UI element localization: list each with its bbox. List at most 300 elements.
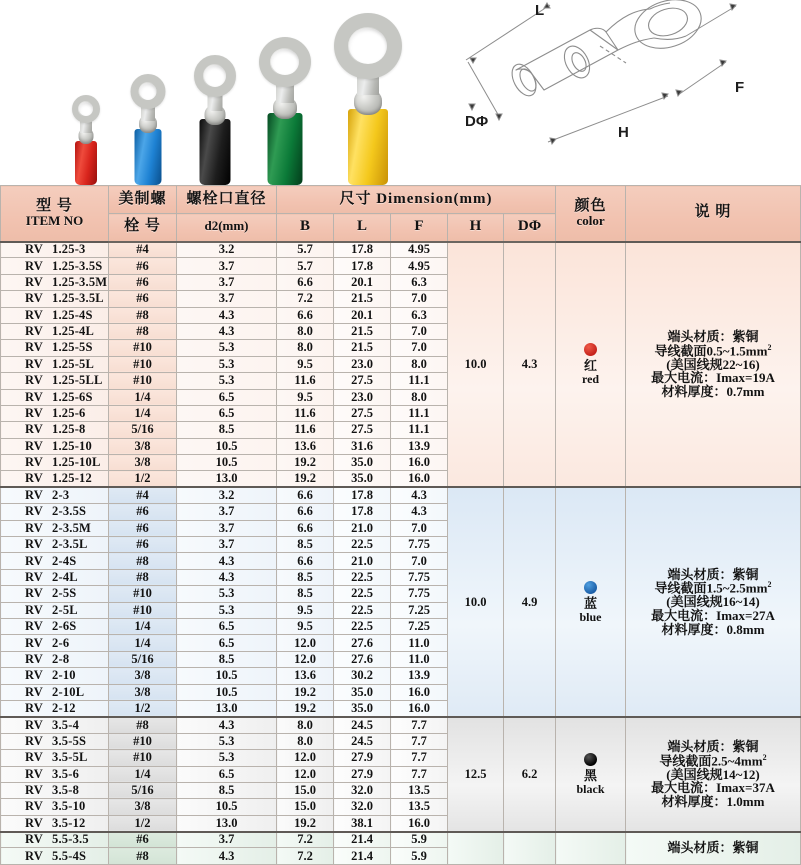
- hero-section: [0, 0, 800, 185]
- cell-color: [556, 487, 626, 716]
- cell-dim-B: 9.5: [277, 389, 334, 405]
- cell-item-no: RV 2-3.5S: [1, 504, 109, 520]
- cell-dim-L: 27.5: [334, 373, 391, 389]
- cell-bolt-size: #6: [109, 520, 177, 536]
- color-name-cn: 黑: [584, 768, 598, 784]
- cell-dim-L: 20.1: [334, 274, 391, 290]
- cell-note: [626, 832, 801, 865]
- cell-dim-B: 13.6: [277, 438, 334, 454]
- cell-dim-F: 4.95: [391, 258, 448, 274]
- cell-dim-L: 32.0: [334, 799, 391, 815]
- cell-hole-diameter: 4.3: [177, 323, 277, 339]
- superscript: 2: [767, 342, 772, 352]
- col-color-en: color: [576, 213, 605, 229]
- cell-dim-D: [504, 832, 556, 865]
- table-body: [1, 242, 801, 865]
- cell-dim-L: 21.5: [334, 323, 391, 339]
- table-row: [1, 717, 801, 733]
- cell-item-no: RV 2-10: [1, 668, 109, 684]
- cell-bolt-size: #4: [109, 242, 177, 258]
- cell-hole-diameter: 13.0: [177, 700, 277, 716]
- cell-dim-B: 19.2: [277, 455, 334, 471]
- cell-bolt-size: #8: [109, 848, 177, 864]
- cell-dim-L: 24.5: [334, 717, 391, 733]
- cell-hole-diameter: 4.3: [177, 848, 277, 864]
- cell-dim-F: 11.1: [391, 405, 448, 421]
- specification-table-wrapper: [0, 185, 800, 863]
- dim-label-F: F: [735, 79, 745, 96]
- cell-dim-B: 15.0: [277, 799, 334, 815]
- cell-bolt-size: #8: [109, 307, 177, 323]
- cell-dim-B: 19.2: [277, 684, 334, 700]
- superscript: 2: [767, 580, 772, 590]
- dimension-diagram-svg: [440, 0, 800, 185]
- cell-hole-diameter: 3.7: [177, 274, 277, 290]
- color-name-en: red: [581, 371, 600, 386]
- yellow-ring-terminal: [318, 0, 418, 185]
- yellow-ring-hole: [334, 13, 402, 79]
- note-line: 端头材质：紫铜: [667, 566, 759, 582]
- cell-dim-F: 11.0: [391, 651, 448, 667]
- cell-hole-diameter: 4.3: [177, 569, 277, 585]
- cell-bolt-size: 1/4: [109, 405, 177, 421]
- cell-item-no: RV 1.25-6S: [1, 389, 109, 405]
- cell-bolt-size: 3/8: [109, 799, 177, 815]
- col-item-no-en: ITEM NO: [25, 213, 84, 229]
- cell-dim-L: 17.8: [334, 258, 391, 274]
- cell-dim-B: 7.2: [277, 291, 334, 307]
- cell-hole-diameter: 5.3: [177, 733, 277, 749]
- cell-dim-L: 22.5: [334, 618, 391, 634]
- cell-bolt-size: #10: [109, 750, 177, 766]
- col-item-no-cn: 型 号: [36, 197, 73, 214]
- cell-dim-F: 7.7: [391, 733, 448, 749]
- black-ring-hole: [194, 55, 236, 97]
- note-line: 材料厚度：0.8mm: [661, 621, 765, 637]
- col-note: 说 明: [626, 186, 801, 242]
- cell-note: [626, 717, 801, 832]
- cell-bolt-size: 5/16: [109, 651, 177, 667]
- cell-dim-B: 6.6: [277, 504, 334, 520]
- cell-dim-B: 8.0: [277, 340, 334, 356]
- cell-dim-B: 12.0: [277, 635, 334, 651]
- cell-dim-B: 12.0: [277, 766, 334, 782]
- col-D: DΦ: [504, 214, 556, 242]
- cell-bolt-size: 3/8: [109, 684, 177, 700]
- cell-dim-B: 19.2: [277, 815, 334, 831]
- cell-item-no: RV 1.25-3.5S: [1, 258, 109, 274]
- note-line: 端头材质：紫铜: [667, 329, 759, 345]
- cell-item-no: RV 1.25-3.5L: [1, 291, 109, 307]
- cell-dim-F: 7.0: [391, 291, 448, 307]
- cell-bolt-size: 1/4: [109, 389, 177, 405]
- color-swatch-black-icon: [584, 753, 597, 766]
- cell-hole-diameter: 8.5: [177, 651, 277, 667]
- cell-hole-diameter: 3.2: [177, 242, 277, 258]
- cell-dim-F: 16.0: [391, 455, 448, 471]
- cell-dim-F: 13.5: [391, 782, 448, 798]
- cell-item-no: RV 1.25-3: [1, 242, 109, 258]
- cell-item-no: RV 2-3.5L: [1, 537, 109, 553]
- cell-dim-L: 27.5: [334, 422, 391, 438]
- cell-dim-F: 16.0: [391, 815, 448, 831]
- cell-dim-B: 13.6: [277, 668, 334, 684]
- cell-dim-L: 22.5: [334, 569, 391, 585]
- cell-dim-F: 6.3: [391, 307, 448, 323]
- cell-dim-B: 6.6: [277, 274, 334, 290]
- cell-hole-diameter: 4.3: [177, 553, 277, 569]
- cell-hole-diameter: 6.5: [177, 766, 277, 782]
- cell-dim-B: 12.0: [277, 651, 334, 667]
- cell-dim-L: 21.5: [334, 291, 391, 307]
- cell-dim-L: 17.8: [334, 242, 391, 258]
- cell-dim-L: 23.0: [334, 389, 391, 405]
- cell-item-no: RV 2-3: [1, 487, 109, 503]
- cell-hole-diameter: 6.5: [177, 405, 277, 421]
- cell-bolt-size: #10: [109, 356, 177, 372]
- cell-item-no: RV 1.25-10: [1, 438, 109, 454]
- cell-bolt-size: #10: [109, 733, 177, 749]
- cell-dim-F: 7.0: [391, 340, 448, 356]
- cell-hole-diameter: 3.7: [177, 520, 277, 536]
- cell-dim-B: 6.6: [277, 487, 334, 503]
- cell-item-no: RV 3.5-4: [1, 717, 109, 733]
- cell-dim-H: 10.0: [448, 487, 504, 716]
- cell-bolt-size: 1/2: [109, 700, 177, 716]
- cell-dim-B: 9.5: [277, 618, 334, 634]
- cell-dim-B: 6.6: [277, 307, 334, 323]
- cell-bolt-size: #6: [109, 537, 177, 553]
- col-dimension-group: 尺寸 Dimension(mm): [277, 186, 556, 214]
- cell-dim-F: 7.7: [391, 750, 448, 766]
- cell-hole-diameter: 13.0: [177, 471, 277, 487]
- cell-hole-diameter: 8.5: [177, 422, 277, 438]
- cell-hole-diameter: 3.7: [177, 291, 277, 307]
- cell-color: [556, 242, 626, 488]
- note-line: 材料厚度：1.0mm: [661, 793, 765, 809]
- blue-ring-terminal: [115, 40, 181, 185]
- cell-note: [626, 487, 801, 716]
- cell-hole-diameter: 10.5: [177, 668, 277, 684]
- note-line: (美国线规22~16): [666, 356, 760, 372]
- cell-dim-F: 7.75: [391, 586, 448, 602]
- cell-dim-H: [448, 832, 504, 865]
- cell-dim-F: 11.1: [391, 373, 448, 389]
- cell-item-no: RV 2-12: [1, 700, 109, 716]
- cell-dim-B: 11.6: [277, 422, 334, 438]
- col-bolt-size-cn-1: 美制螺: [109, 186, 177, 214]
- cell-bolt-size: 1/2: [109, 471, 177, 487]
- cell-bolt-size: 1/2: [109, 815, 177, 831]
- cell-hole-diameter: 3.7: [177, 504, 277, 520]
- green-ring-hole: [259, 37, 311, 87]
- cell-item-no: RV 2-3.5M: [1, 520, 109, 536]
- cell-dim-F: 11.1: [391, 422, 448, 438]
- cell-dim-B: 11.6: [277, 373, 334, 389]
- cell-hole-diameter: 5.3: [177, 356, 277, 372]
- cell-dim-F: 16.0: [391, 684, 448, 700]
- cell-item-no: RV 1.25-4S: [1, 307, 109, 323]
- specification-table: [0, 185, 801, 865]
- cell-dim-F: 7.25: [391, 602, 448, 618]
- cell-hole-diameter: 6.5: [177, 618, 277, 634]
- cell-hole-diameter: 8.5: [177, 782, 277, 798]
- blue-ring-hole: [131, 74, 166, 109]
- col-H: H: [448, 214, 504, 242]
- cell-hole-diameter: 5.3: [177, 340, 277, 356]
- cell-item-no: RV 1.25-12: [1, 471, 109, 487]
- cell-dim-L: 21.4: [334, 848, 391, 864]
- cell-dim-L: 17.8: [334, 504, 391, 520]
- cell-dim-F: 7.25: [391, 618, 448, 634]
- cell-dim-F: 8.0: [391, 389, 448, 405]
- cell-bolt-size: #6: [109, 258, 177, 274]
- cell-dim-L: 30.2: [334, 668, 391, 684]
- cell-dim-L: 24.5: [334, 733, 391, 749]
- cell-dim-F: 7.7: [391, 717, 448, 733]
- cell-dim-F: 4.3: [391, 487, 448, 503]
- cell-dim-L: 23.0: [334, 356, 391, 372]
- cell-item-no: RV 3.5-5S: [1, 733, 109, 749]
- cell-hole-diameter: 3.2: [177, 487, 277, 503]
- green-ring-terminal: [243, 13, 327, 185]
- col-L: L: [334, 214, 391, 242]
- cell-dim-B: 6.6: [277, 520, 334, 536]
- cell-dim-B: 19.2: [277, 471, 334, 487]
- cell-item-no: RV 3.5-12: [1, 815, 109, 831]
- cell-hole-diameter: 10.5: [177, 684, 277, 700]
- cell-dim-B: 15.0: [277, 782, 334, 798]
- cell-dim-B: 7.2: [277, 832, 334, 848]
- cell-color: [556, 717, 626, 832]
- cell-dim-L: 21.4: [334, 832, 391, 848]
- cell-hole-diameter: 4.3: [177, 717, 277, 733]
- cell-bolt-size: 1/4: [109, 635, 177, 651]
- cell-hole-diameter: 5.3: [177, 602, 277, 618]
- color-swatch-red-icon: [584, 343, 597, 356]
- dim-D-line: [468, 62, 500, 118]
- cell-hole-diameter: 6.5: [177, 389, 277, 405]
- cell-item-no: RV 3.5-6: [1, 766, 109, 782]
- cell-dim-D: 6.2: [504, 717, 556, 832]
- cell-bolt-size: #8: [109, 323, 177, 339]
- cell-item-no: RV 3.5-10: [1, 799, 109, 815]
- cell-dim-D: 4.3: [504, 242, 556, 488]
- cell-dim-H: 10.0: [448, 242, 504, 488]
- dim-label-D: DΦ: [465, 113, 489, 130]
- col-F: F: [391, 214, 448, 242]
- cell-dim-B: 8.0: [277, 717, 334, 733]
- table-row: [1, 487, 801, 503]
- color-swatch-blue-icon: [584, 581, 597, 594]
- cell-item-no: RV 3.5-8: [1, 782, 109, 798]
- cell-dim-F: 6.3: [391, 274, 448, 290]
- note-line: 最大电流：Imax=19A: [651, 370, 775, 386]
- cell-hole-diameter: 3.7: [177, 258, 277, 274]
- cell-dim-L: 22.5: [334, 537, 391, 553]
- note-line: (美国线规14~12): [666, 766, 760, 782]
- cell-dim-L: 22.5: [334, 586, 391, 602]
- cell-item-no: RV 5.5-4S: [1, 848, 109, 864]
- cell-dim-F: 7.0: [391, 323, 448, 339]
- color-name-en: black: [576, 781, 605, 796]
- col-color-cn: 颜色: [574, 197, 607, 214]
- cell-hole-diameter: 4.3: [177, 307, 277, 323]
- cell-dim-B: 8.0: [277, 733, 334, 749]
- cell-note: [626, 242, 801, 488]
- cell-dim-F: 7.0: [391, 520, 448, 536]
- cell-bolt-size: #10: [109, 373, 177, 389]
- table-row: [1, 242, 801, 258]
- cell-dim-B: 9.5: [277, 356, 334, 372]
- superscript: 2: [762, 752, 767, 762]
- black-insulator-sleeve: [200, 119, 231, 185]
- cell-bolt-size: #4: [109, 487, 177, 503]
- cell-dim-B: 19.2: [277, 700, 334, 716]
- cell-dim-B: 8.5: [277, 569, 334, 585]
- cell-item-no: RV 2-4S: [1, 553, 109, 569]
- cell-hole-diameter: 5.3: [177, 750, 277, 766]
- cell-item-no: RV 5.5-3.5: [1, 832, 109, 848]
- cell-hole-diameter: 13.0: [177, 815, 277, 831]
- table-head-row-1: [1, 186, 801, 214]
- cell-dim-L: 22.5: [334, 602, 391, 618]
- cell-dim-D: 4.9: [504, 487, 556, 716]
- note-line: 导线截面$0.5\sim 1.5mm^2$: [654, 342, 772, 359]
- black-ring-terminal: [178, 25, 252, 185]
- dim-label-L: L: [535, 2, 545, 19]
- cell-bolt-size: #6: [109, 832, 177, 848]
- cell-item-no: RV 2-4L: [1, 569, 109, 585]
- cell-dim-F: 5.9: [391, 848, 448, 864]
- cell-dim-L: 27.6: [334, 651, 391, 667]
- dim-H-line: [548, 96, 668, 142]
- cell-dim-F: 13.9: [391, 438, 448, 454]
- cell-bolt-size: #6: [109, 291, 177, 307]
- cell-dim-F: 7.0: [391, 553, 448, 569]
- col-hole-diameter-unit: d2(mm): [177, 214, 277, 242]
- cell-hole-diameter: 10.5: [177, 438, 277, 454]
- cell-bolt-size: 1/4: [109, 766, 177, 782]
- cell-dim-B: 11.6: [277, 405, 334, 421]
- cell-item-no: RV 1.25-6: [1, 405, 109, 421]
- cell-item-no: RV 2-6S: [1, 618, 109, 634]
- cell-item-no: RV 1.25-8: [1, 422, 109, 438]
- cell-item-no: RV 1.25-5L: [1, 356, 109, 372]
- cell-hole-diameter: 10.5: [177, 799, 277, 815]
- cell-dim-L: 20.1: [334, 307, 391, 323]
- cell-dim-B: 12.0: [277, 750, 334, 766]
- cell-dim-L: 17.8: [334, 487, 391, 503]
- cell-dim-F: 13.5: [391, 799, 448, 815]
- cell-dim-F: 16.0: [391, 700, 448, 716]
- cell-item-no: RV 2-5L: [1, 602, 109, 618]
- cell-dim-F: 13.9: [391, 668, 448, 684]
- note-line: 导线截面$1.5\sim 2.5mm^2$: [654, 580, 772, 596]
- cell-dim-B: 8.0: [277, 323, 334, 339]
- cell-dim-B: 5.7: [277, 258, 334, 274]
- cell-item-no: RV 2-10L: [1, 684, 109, 700]
- cell-bolt-size: 3/8: [109, 668, 177, 684]
- cell-bolt-size: #8: [109, 717, 177, 733]
- yellow-insulator-sleeve: [348, 109, 388, 185]
- cell-bolt-size: 5/16: [109, 422, 177, 438]
- cell-dim-B: 7.2: [277, 848, 334, 864]
- cell-bolt-size: #8: [109, 553, 177, 569]
- cell-item-no: RV 2-5S: [1, 586, 109, 602]
- cell-dim-L: 35.0: [334, 700, 391, 716]
- cell-hole-diameter: 5.3: [177, 586, 277, 602]
- cell-bolt-size: #10: [109, 586, 177, 602]
- cell-dim-L: 35.0: [334, 455, 391, 471]
- cell-dim-B: 8.5: [277, 586, 334, 602]
- cell-dim-F: 7.75: [391, 537, 448, 553]
- cell-hole-diameter: 10.5: [177, 455, 277, 471]
- cell-bolt-size: #6: [109, 504, 177, 520]
- blue-insulator-sleeve: [135, 129, 162, 185]
- cell-hole-diameter: 6.5: [177, 635, 277, 651]
- cell-dim-B: 9.5: [277, 602, 334, 618]
- color-name-cn: 蓝: [584, 595, 598, 611]
- note-line: 导线截面$2.5\sim 4mm^2$: [659, 752, 767, 768]
- dim-label-H: H: [618, 124, 629, 141]
- col-B: B: [277, 214, 334, 242]
- cell-bolt-size: 1/4: [109, 618, 177, 634]
- cell-dim-L: 38.1: [334, 815, 391, 831]
- cell-dim-F: 11.0: [391, 635, 448, 651]
- cell-item-no: RV 1.25-5LL: [1, 373, 109, 389]
- cell-dim-L: 35.0: [334, 471, 391, 487]
- note-line: 端头材质：紫铜: [667, 738, 759, 754]
- cell-bolt-size: 3/8: [109, 438, 177, 454]
- red-ring-hole: [72, 95, 100, 123]
- cell-hole-diameter: 3.7: [177, 832, 277, 848]
- table-head: [1, 186, 801, 242]
- col-item-no: [1, 186, 109, 242]
- cell-dim-F: 5.9: [391, 832, 448, 848]
- cell-dim-L: 32.0: [334, 782, 391, 798]
- cell-dim-B: 5.7: [277, 242, 334, 258]
- table-row: [1, 832, 801, 848]
- cell-dim-F: 7.7: [391, 766, 448, 782]
- cell-dim-L: 21.5: [334, 340, 391, 356]
- col-color: [556, 186, 626, 242]
- note-line: 最大电流：Imax=27A: [651, 608, 775, 624]
- green-insulator-sleeve: [268, 113, 303, 185]
- cell-hole-diameter: 3.7: [177, 537, 277, 553]
- color-name-en: blue: [579, 609, 602, 624]
- cell-dim-F: 16.0: [391, 471, 448, 487]
- cell-bolt-size: #6: [109, 274, 177, 290]
- cell-dim-F: 8.0: [391, 356, 448, 372]
- dimension-diagram: [440, 0, 800, 185]
- cell-item-no: RV 1.25-5S: [1, 340, 109, 356]
- cell-color: [556, 832, 626, 865]
- note-line: 材料厚度：0.7mm: [661, 384, 765, 400]
- cell-bolt-size: 5/16: [109, 782, 177, 798]
- cell-dim-H: 12.5: [448, 717, 504, 832]
- cell-item-no: RV 2-8: [1, 651, 109, 667]
- cell-hole-diameter: 5.3: [177, 373, 277, 389]
- cell-dim-F: 4.95: [391, 242, 448, 258]
- color-name-cn: 红: [584, 358, 598, 374]
- red-ring-terminal: [58, 55, 114, 185]
- cell-dim-L: 21.0: [334, 520, 391, 536]
- cell-dim-L: 27.6: [334, 635, 391, 651]
- terminal-photo-group: [0, 0, 445, 185]
- col-hole-diameter-cn: 螺栓口直径: [177, 186, 277, 214]
- cell-item-no: RV 3.5-5L: [1, 750, 109, 766]
